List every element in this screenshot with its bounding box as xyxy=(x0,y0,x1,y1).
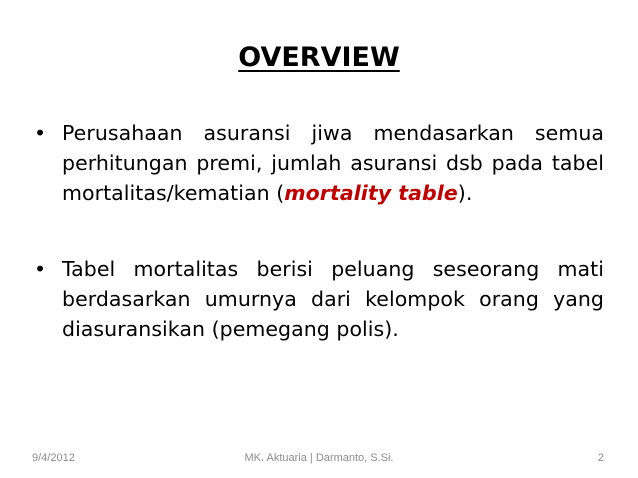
footer-author: MK. Aktuaria | Darmanto, S.Si. xyxy=(244,452,394,464)
bullet-text: Perusahaan asuransi jiwa mendasarkan semua perhitungan premi, jumlah asuransi dsb pada tabel mortalitas/kematian ( xyxy=(62,121,604,205)
footer-date: 9/4/2012 xyxy=(32,452,75,464)
page-number: 2 xyxy=(597,452,604,464)
bullet-list xyxy=(34,118,604,344)
slide-title: OVERVIEW xyxy=(238,42,400,73)
highlighted-term: mortality table xyxy=(284,181,458,205)
bullet-icon: • xyxy=(34,121,47,145)
bullet-text: Tabel mortalitas berisi peluang seseorang mati berdasarkan umurnya dari kelompok orang yang diasuransikan (pemegang polis). xyxy=(62,257,604,341)
bullet-icon: • xyxy=(34,257,47,281)
bullet-text-end: ). xyxy=(457,181,473,205)
bullet-item-1 xyxy=(34,118,604,208)
bullet-item-2 xyxy=(34,254,604,344)
